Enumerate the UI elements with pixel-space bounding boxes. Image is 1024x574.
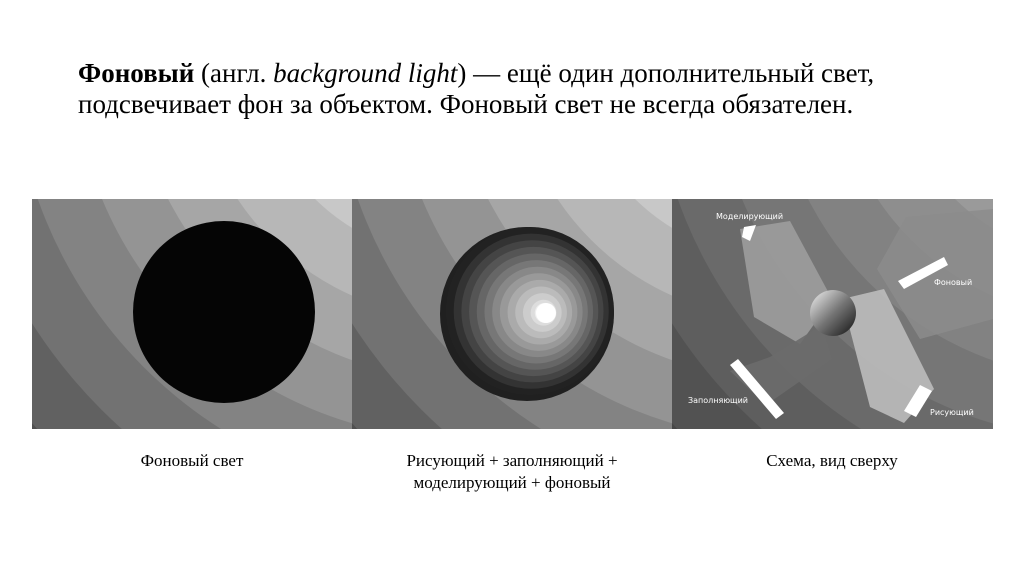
background-light-panel [32,199,352,429]
shading-ring [536,303,556,323]
label-key: Рисующий [930,408,974,417]
term-pre: (англ. [194,58,274,88]
english-term: background light [273,58,458,88]
intro-rest: ) — ещё один дополнительный свет, подсвечивает фон за объектом. Фоновый свет не всегда обязателен. [78,58,875,119]
dark-sphere [133,221,315,403]
combined-lighting-panel [352,199,672,429]
caption-combined-lighting: Рисующий + заполняющий + моделирующий + фоновый [406,451,618,492]
caption-background-light: Фоновый свет [140,451,244,470]
background-light-illustration [32,199,352,429]
subject-ball [810,290,856,336]
combined-lighting-illustration [352,199,672,429]
lighting-scheme-illustration [672,199,993,429]
label-fill: Заполняющий [688,396,748,405]
caption-top-view-scheme: Схема, вид сверху [766,451,898,470]
lit-sphere [446,227,614,395]
term-bold: Фоновый [78,58,195,88]
label-background: Фоновый [934,278,973,287]
lighting-scheme-panel [672,199,993,429]
intro-paragraph [78,58,958,120]
label-modeling: Моделирующий [716,212,784,221]
